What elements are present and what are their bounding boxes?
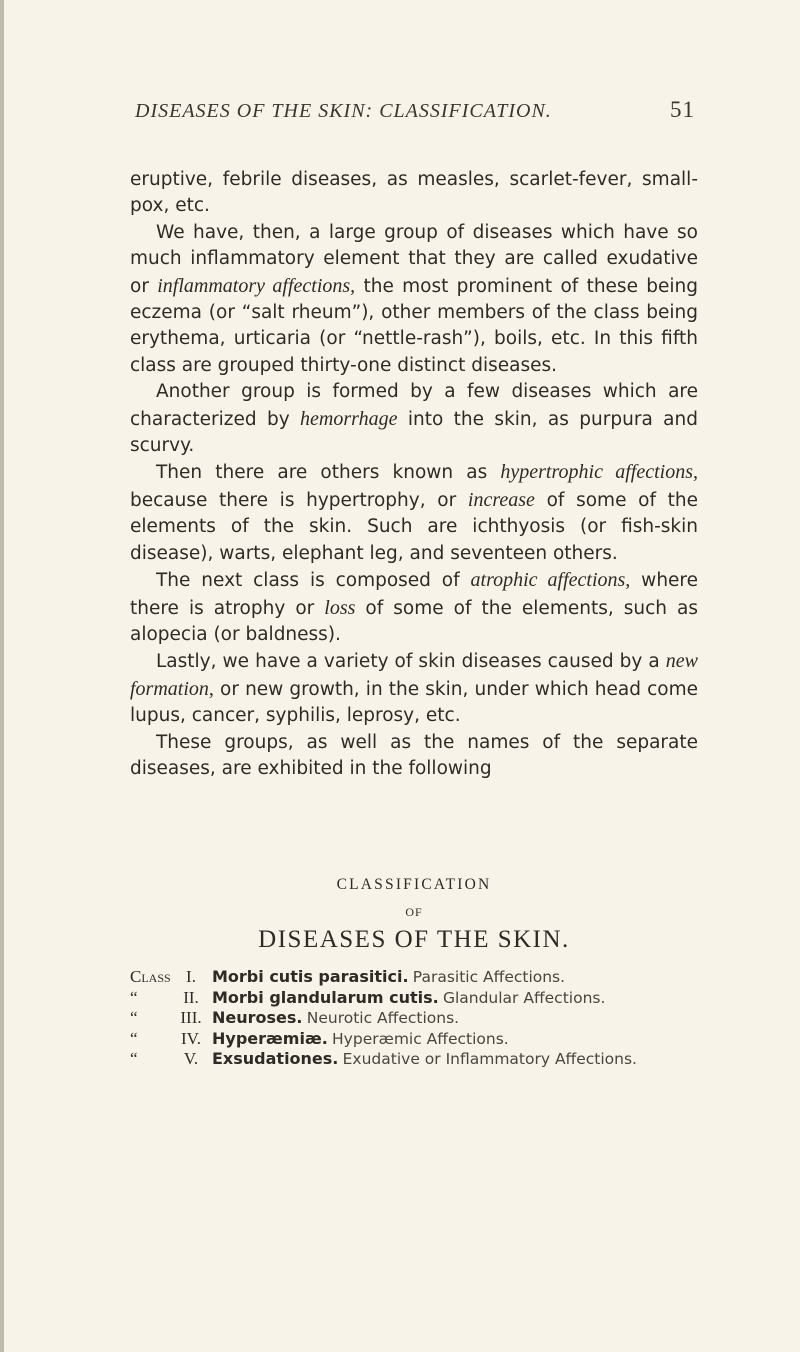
- english-name: Glandular Affections.: [442, 988, 606, 1007]
- classification-title: CLASSIFICATION: [336, 876, 492, 893]
- class-numeral: I.: [186, 967, 196, 986]
- class-numeral: V.: [183, 1049, 199, 1068]
- italic-term: new formation,: [130, 650, 698, 700]
- classification-row: [130, 1049, 700, 1070]
- class-label: Class: [130, 967, 171, 986]
- page-number: 51: [670, 97, 695, 122]
- english-name: Hyperæmic Affections.: [332, 1029, 509, 1048]
- text-run: of some of the elements of the skin. Such are ichthyosis (or fish-skin disease), warts, elephant leg, and seventeen others.: [130, 489, 698, 564]
- class-label: “: [130, 1049, 138, 1068]
- classification-list: [130, 967, 700, 1070]
- text-run: Lastly, we have a variety of skin diseases caused by a: [156, 651, 666, 673]
- body-text: [130, 167, 698, 782]
- text-run: or new growth, in the skin, under which head come lupus, cancer, syphilis, leprosy, etc.: [130, 678, 698, 727]
- italic-term: hypertrophic affections,: [500, 461, 698, 484]
- paragraph: [130, 220, 698, 379]
- text-run: The next class is composed of: [156, 570, 471, 592]
- english-name: Exudative or Inflammatory Affections.: [342, 1050, 637, 1068]
- text-run: We have, then, a large group of diseases which have so much inflammatory element that they are called exudative or: [130, 221, 698, 297]
- running-header: [135, 97, 695, 123]
- class-description: [212, 1029, 700, 1050]
- class-label: “: [130, 1008, 138, 1027]
- class-description: [212, 1008, 700, 1029]
- classification-subtitle: DISEASES OF THE SKIN.: [258, 926, 570, 953]
- text-run: the most prominent of these being eczema (or “salt rheum”), other members of the class being erythema, urticaria (or “nettle-rash”), boils, etc. In this fifth class are grouped thirty-one distinct diseases.: [130, 275, 698, 376]
- classification-row: [130, 967, 700, 988]
- paragraph: [130, 167, 698, 220]
- classification-row: [130, 1029, 700, 1050]
- paragraph: [130, 379, 698, 459]
- english-name: Parasitic Affections.: [412, 968, 566, 986]
- latin-name: Exsudationes.: [212, 1049, 339, 1068]
- text-run: These groups, as well as the names of the separate diseases, are exhibited in the following: [130, 731, 698, 779]
- class-numeral: II.: [183, 987, 199, 1007]
- italic-term: loss: [324, 596, 356, 619]
- paragraph: [130, 648, 698, 729]
- class-description: [212, 988, 700, 1009]
- classification-of: OF: [405, 905, 423, 919]
- italic-term: hemorrhage: [300, 407, 398, 430]
- class-description: [212, 1049, 700, 1070]
- text-run: into the skin, as purpura and scurvy.: [130, 408, 698, 457]
- text-run: Another group is formed by a few diseases which are characterized by: [130, 381, 698, 430]
- class-label: “: [130, 987, 138, 1007]
- paragraph: [130, 730, 698, 783]
- class-numeral: IV.: [181, 1028, 201, 1048]
- latin-name: Morbi glandularum cutis.: [212, 987, 439, 1007]
- english-name: Neurotic Affections.: [306, 1009, 460, 1027]
- class-numeral: III.: [180, 1008, 202, 1027]
- text-run: where there is atrophy or: [130, 570, 699, 619]
- text-run: because there is hypertrophy, or: [130, 489, 468, 511]
- running-title: DISEASES OF THE SKIN: CLASSIFICATION.: [135, 100, 552, 122]
- class-label: “: [130, 1028, 138, 1048]
- italic-term: inflammatory affections,: [157, 274, 356, 297]
- paragraph: [130, 567, 698, 648]
- latin-name: Hyperæmiæ.: [212, 1028, 328, 1048]
- classification-row: [130, 988, 700, 1009]
- italic-term: increase: [467, 488, 535, 511]
- paragraph: [130, 459, 698, 567]
- classification-row: [130, 1008, 700, 1029]
- latin-name: Morbi cutis parasitici.: [212, 967, 409, 986]
- text-run: of some of the elements, such as alopecia (or baldness).: [130, 597, 698, 645]
- class-description: [212, 967, 700, 988]
- page-edge: [0, 0, 4, 1352]
- text-run: Then there are others known as: [156, 462, 501, 484]
- italic-term: atrophic affections,: [470, 569, 631, 592]
- text-run: eruptive, febrile diseases, as measles, scarlet-fever, small-pox, etc.: [130, 169, 698, 217]
- latin-name: Neuroses.: [212, 1008, 303, 1027]
